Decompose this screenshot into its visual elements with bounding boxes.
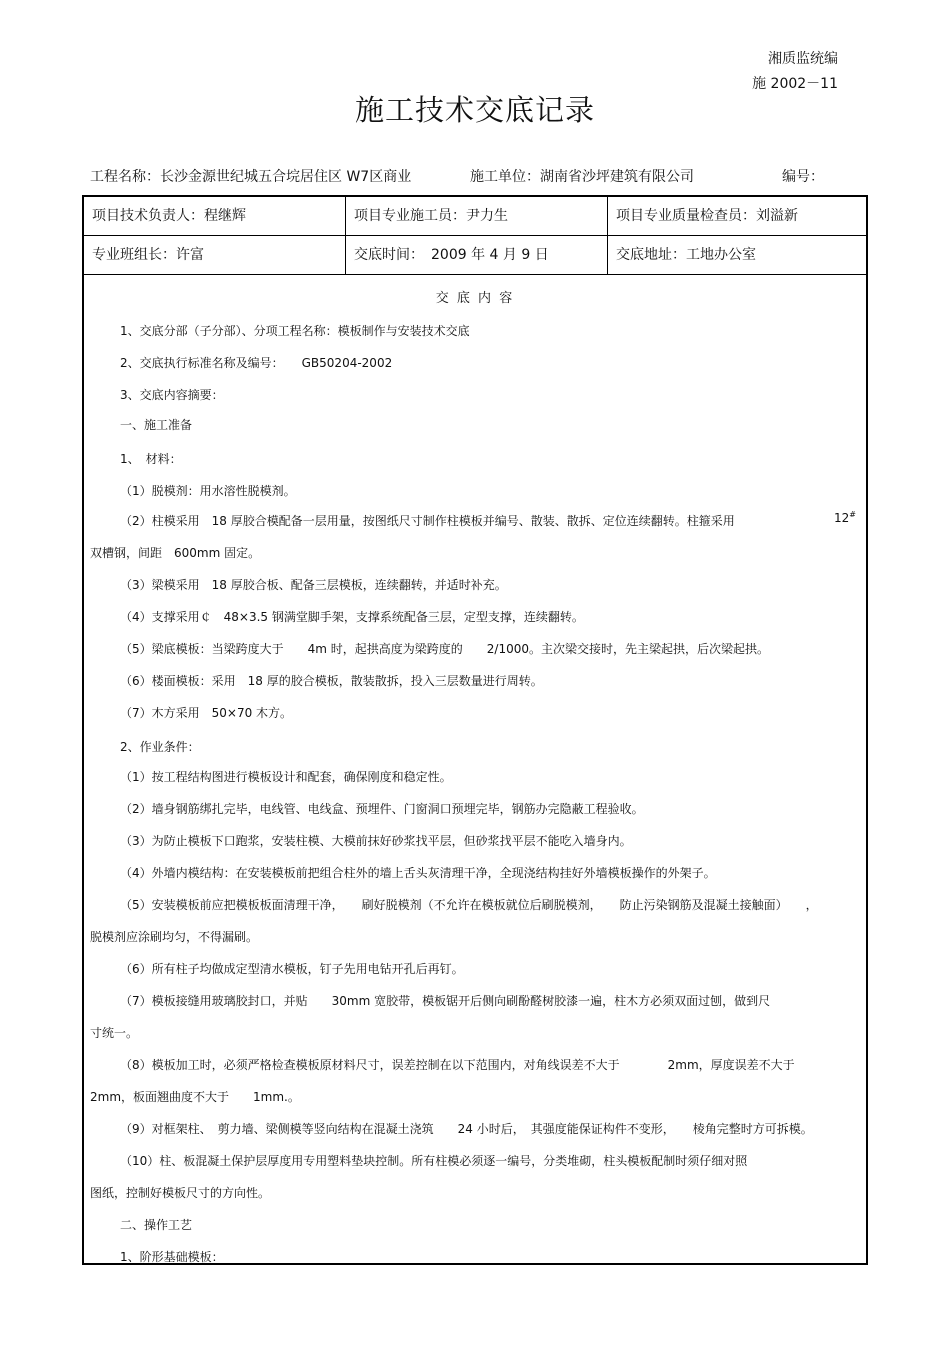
content-line: 双槽钢，间距 600mm 固定。 <box>90 546 261 560</box>
content-line-tail: 12# <box>834 510 856 525</box>
content-line: 脱模剂应涂刷均匀，不得漏刷。 <box>90 930 259 944</box>
content-line: 二、操作工艺 <box>120 1218 193 1232</box>
content-line: （6）楼面模板：采用 18 厚的胶合模板，散装散拆，投入三层数量进行周转。 <box>120 674 543 688</box>
content-line: （7）木方采用 50×70 木方。 <box>120 706 293 720</box>
page-title: 施工技术交底记录 <box>354 93 595 127</box>
content-line: （5）安装模板前应把模板板面清理干净， 刷好脱模剂（不允许在模板就位后刷脱模剂， 防止污染钢筋及混凝土接触面） ， <box>120 898 818 912</box>
team-leader-cell: 专业班组长：许富 <box>92 247 204 263</box>
content-line: （4）外墙内模结构：在安装模板前把组合柱外的墙上舌头灰清理干净，全现浇结构挂好外墙模板操作的外架子。 <box>120 866 716 880</box>
form-code-line1: 湘质监统编 <box>768 51 838 67</box>
project-name: 工程名称：长沙金源世纪城五合垸居住区 W7区商业 <box>90 169 412 185</box>
content-line: （2）墙身钢筋绑扎完毕，电线管、电线盒、预埋件、门窗洞口预埋完毕，钢筋办完隐蔽工程验收。 <box>120 802 644 816</box>
content-line: （10）柱、板混凝土保护层厚度用专用塑料垫块控制。所有柱模必须逐一编号，分类堆砌，柱头模板配制时须仔细对照 <box>120 1154 748 1168</box>
content-line: 1、 材料： <box>120 452 182 466</box>
site-engineer-cell: 项目专业施工员：尹力生 <box>354 208 508 224</box>
content-line: （6）所有柱子均做成定型清水模板，钉子先用电钻开孔后再钉。 <box>120 962 464 976</box>
content-line: （1）按工程结构图进行模板设计和配套，确保刚度和稳定性。 <box>120 770 452 784</box>
content-line: 寸统一。 <box>90 1026 139 1040</box>
content-line: 1、交底分部（子分部）、分项工程名称：模板制作与安装技术交底 <box>120 324 470 338</box>
content-heading: 交 底 内 容 <box>435 291 515 306</box>
content-line: （4）支撑采用￠ 48×3.5 钢满堂脚手架，支撑系统配备三层，定型支撑，连续翻转。 <box>120 610 584 624</box>
table-row <box>84 236 866 275</box>
content-line: 一、施工准备 <box>120 418 193 432</box>
content-line: 2mm，板面翘曲度不大于 1mm.。 <box>90 1090 300 1104</box>
contractor-name: 施工单位：湖南省沙坪建筑有限公司 <box>470 169 694 185</box>
content-line: （9）对框架柱、 剪力墙、梁侧模等竖向结构在混凝土浇筑 24 小时后， 其强度能保证构件不变形， 棱角完整时方可拆模。 <box>120 1122 813 1136</box>
content-line: （5）梁底模板：当梁跨度大于 4m 时，起拱高度为梁跨度的 2/1000。主次梁交接时，先主梁起拱，后次梁起拱。 <box>120 642 769 656</box>
content-line: 2、作业条件： <box>120 740 200 754</box>
content-line: （3）梁模采用 18 厚胶合板、配备三层模板，连续翻转，并适时补充。 <box>120 578 507 592</box>
content-line: 1、阶形基础模板： <box>120 1250 224 1264</box>
content-line: 3、交底内容摘要： <box>120 388 224 402</box>
content-line: 图纸，控制好模板尺寸的方向性。 <box>90 1186 271 1200</box>
record-table <box>82 195 868 1265</box>
content-line: （1）脱模剂：用水溶性脱模剂。 <box>120 484 296 498</box>
content-line: （2）柱模采用 18 厚胶合模配备一层用量，按图纸尺寸制作柱模板并编号、散装、散拆、定位连续翻转。柱箍采用 <box>120 514 735 528</box>
technical-lead-cell: 项目技术负责人：程继辉 <box>92 208 246 224</box>
content-line: （7）模板接缝用玻璃胶封口，并贴 30mm 宽胶带，模板锯开后侧向刷酚醛树胶漆一遍，柱木方必须双面过刨，做到尺 <box>120 994 771 1008</box>
content-line: （8）模板加工时，必须严格检查模板原材料尺寸，误差控制在以下范围内，对角线误差不大于 2mm，厚度误差不大于 <box>120 1058 795 1072</box>
form-code-line2: 施 2002－11 <box>752 76 838 92</box>
content-line: 2、交底执行标准名称及编号： GB50204-2002 <box>120 356 393 370</box>
briefing-location-cell: 交底地址：工地办公室 <box>616 247 756 263</box>
record-number-label: 编号： <box>782 169 824 185</box>
briefing-date-cell: 交底时间： 2009 年 4 月 9 日 <box>354 247 549 263</box>
quality-inspector-cell: 项目专业质量检查员：刘溢新 <box>616 208 798 224</box>
table-row <box>84 197 866 236</box>
content-line: （3）为防止模板下口跑浆，安装柱模、大模前抹好砂浆找平层，但砂浆找平层不能吃入墙身内。 <box>120 834 632 848</box>
